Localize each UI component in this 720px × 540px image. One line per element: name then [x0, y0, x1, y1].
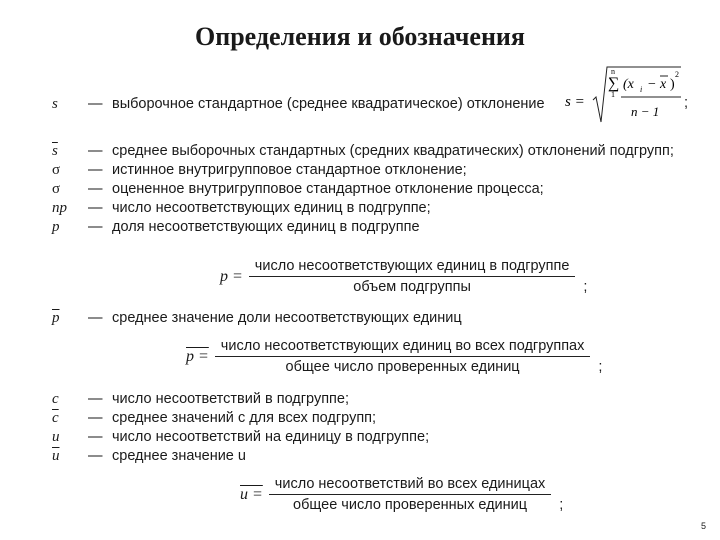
formula-pbar-semicolon: ;: [598, 358, 603, 375]
definition-dash: —: [88, 429, 103, 445]
definition-text: среднее значение доли несоответствующих единиц: [112, 310, 462, 326]
formula-p-denominator: объем подгруппы: [353, 279, 471, 295]
definition-symbol: c: [52, 391, 59, 407]
page-title: Определения и обозначения: [195, 22, 525, 51]
formula-ubar: [240, 476, 563, 513]
definition-text: число несоответствий на единицу в подгруппе;: [112, 429, 430, 445]
formula-pbar-numerator: число несоответствующих единиц во всех подгруппах: [215, 338, 591, 357]
formula-s-power: 2: [675, 70, 679, 79]
formula-s-sub: i: [640, 85, 643, 94]
definition-text: оцененное внутригрупповое стандартное отклонение процесса;: [112, 181, 544, 197]
definition-symbol: $\overline{c}$: [52, 410, 59, 426]
close-paren: ): [670, 77, 675, 92]
definition-dash: —: [88, 448, 103, 464]
definition-dash: —: [88, 410, 103, 426]
definition-symbol: σ: [52, 162, 61, 178]
definition-dash: —: [88, 162, 103, 178]
formula-s-sum-bottom: 1: [611, 90, 615, 99]
formula-s-xbar: x: [660, 77, 667, 92]
formula-ubar-semicolon: ;: [559, 496, 564, 513]
definition-symbol: s: [52, 96, 58, 112]
formula-pbar-lhs: p =: [186, 347, 209, 365]
definition-dash: —: [88, 181, 103, 197]
definition-symbol: $\overline{s}$: [52, 143, 58, 159]
formula-s-minus: −: [648, 77, 656, 92]
definition-text: число несоответствий в подгруппе;: [112, 391, 350, 407]
definition-symbol: u: [52, 429, 60, 445]
definition-text: выборочное стандартное (среднее квадратическое) отклонение: [112, 96, 545, 112]
formula-p-numerator: число несоответствующих единиц в подгруппе: [249, 258, 576, 277]
formula-ubar-denominator: общее число проверенных единиц: [293, 497, 528, 513]
definition-symbol: $\overline{u}$: [52, 448, 60, 464]
formula-p-semicolon: ;: [583, 278, 588, 295]
formula-pbar: [186, 338, 602, 375]
definition-dash: —: [88, 200, 103, 216]
formula-p: [220, 258, 587, 295]
std-dev-formula: [565, 64, 683, 126]
formula-s-denominator: n − 1: [631, 104, 660, 119]
definition-text: доля несоответствующих единиц в подгруппе: [112, 219, 420, 235]
formula-s-semicolon: ;: [684, 95, 689, 111]
formula-p-lhs: p =: [220, 267, 243, 285]
definition-symbol: np: [52, 200, 67, 216]
definition-symbol: σ: [52, 181, 61, 197]
definition-dash: —: [88, 219, 103, 235]
definition-dash: —: [88, 310, 103, 326]
definition-text: истинное внутригрупповое стандартное отклонение;: [112, 162, 467, 178]
definition-dash: —: [88, 391, 103, 407]
page-number: 5: [700, 521, 706, 531]
definition-dash: —: [88, 143, 103, 159]
definition-text: среднее значений c для всех подгрупп;: [112, 410, 377, 426]
definition-text: среднее выборочных стандартных (средних квадратических) отклонений подгрупп;: [112, 143, 674, 159]
formula-s-numerator: (x: [623, 77, 634, 92]
sigma-symbol: ∑: [608, 75, 620, 92]
definition-text: число несоответствующих единиц в подгруппе;: [112, 200, 431, 216]
definition-text: среднее значение u: [112, 448, 246, 464]
definition-dash: —: [88, 96, 103, 112]
definition-symbol: p: [52, 219, 60, 235]
formula-s-lhs: s =: [565, 94, 585, 110]
formula-ubar-lhs: u =: [240, 485, 263, 503]
formula-ubar-numerator: число несоответствий во всех единицах: [269, 476, 551, 495]
definition-symbol: $\overline{p}$: [52, 310, 60, 326]
formula-s-sum-top: n: [611, 67, 615, 76]
formula-pbar-denominator: общее число проверенных единиц: [285, 359, 520, 375]
